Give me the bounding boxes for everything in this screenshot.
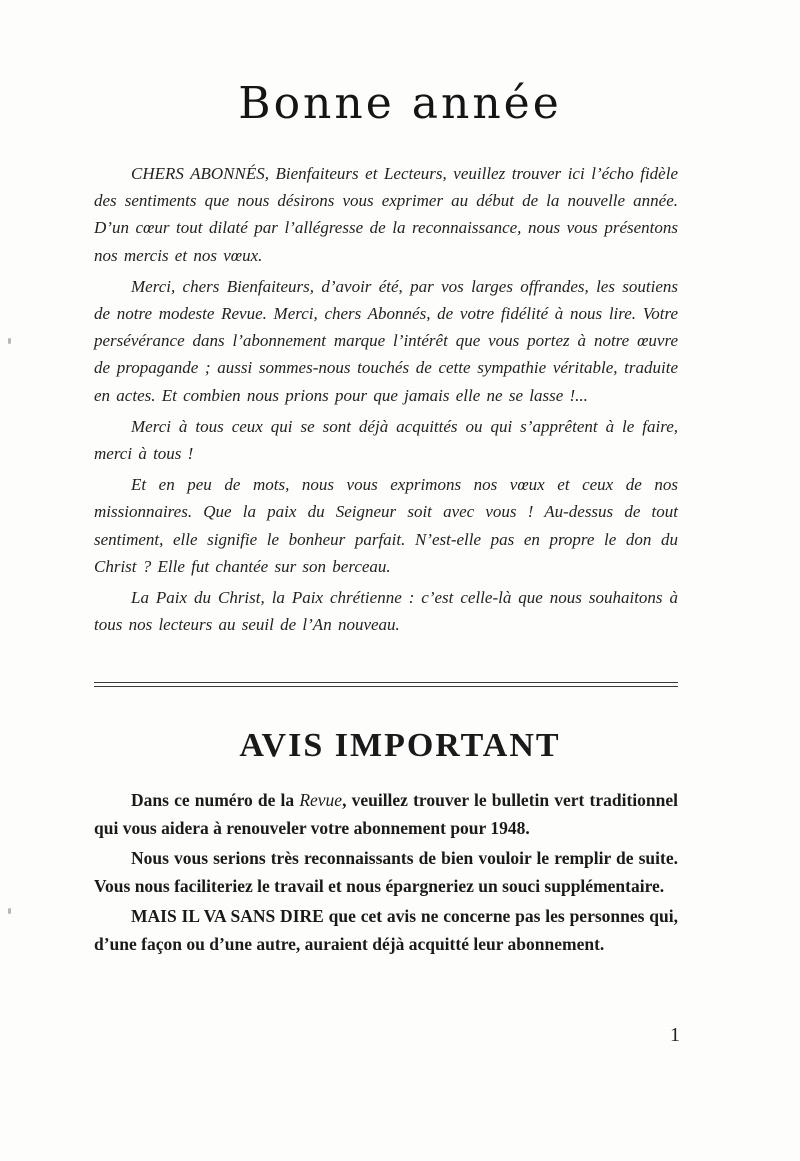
important-notice bbox=[94, 787, 678, 961]
revue-name: Revue bbox=[299, 790, 343, 810]
letter-paragraph: Merci à tous ceux qui se sont déjà acquittés ou qui s’apprêtent à le faire, merci à tous ! bbox=[94, 416, 678, 464]
notice-title: AVIS IMPORTANT bbox=[239, 727, 561, 764]
notice-paragraph: MAIS IL VA SANS DIRE que cet avis ne concerne pas les personnes qui, d’une façon ou d’une autre, auraient déjà acquitté leur abonnement. bbox=[94, 906, 678, 954]
letter-paragraph: CHERS ABONNÉS, Bienfaiteurs et Lecteurs, veuillez trouver ici l’écho fidèle des sentiments que nous désirons vous exprimer au début de la nouvelle année. D’un cœur tout dilaté par l’allégresse de la reconnaissance, nous vous présentons nos mercis et nos vœux. bbox=[94, 164, 678, 265]
notice-paragraph bbox=[94, 787, 678, 842]
section-divider-bottom-line bbox=[94, 686, 678, 687]
letter-paragraph: Merci, chers Bienfaiteurs, d’avoir été, par vos larges offrandes, les soutiens de notre modeste Revue. Merci, chers Abonnés, de votre fidélité à nous lire. Votre persévérance dans l’abonnement marque l’intérêt que vous portez à notre œuvre de propagande ; aussi sommes-nous touchés de cette sympathie véritable, traduite en actes. Et combien nous prions pour que jamais elle ne se lasse !... bbox=[94, 276, 678, 405]
letter-paragraph: La Paix du Christ, la Paix chrétienne : c’est celle-là que nous souhaitons à tous nos lecteurs au seuil de l’An nouveau. bbox=[94, 588, 678, 635]
page-title: Bonne année bbox=[238, 78, 562, 129]
section-divider-top-line bbox=[94, 682, 678, 683]
new-year-letter bbox=[94, 160, 678, 642]
letter-paragraph: Et en peu de mots, nous vous exprimons nos vœux et ceux de nos missionnaires. Que la paix du Seigneur soit avec vous ! Au-dessus de tout sentiment, elle signifie le bonheur parfait. N’est-elle pas en propre le don du Christ ? Elle fut chantée sur son berceau. bbox=[94, 475, 678, 576]
page-number: 1 bbox=[670, 1024, 680, 1046]
notice-text: , veuillez trouver le bulletin vert traditionnel qui vous aidera à renouveler votre abonnement pour 1948. bbox=[94, 790, 678, 838]
paper-speck bbox=[8, 908, 11, 914]
notice-text: Dans ce numéro de la bbox=[131, 790, 300, 810]
paper-speck bbox=[8, 338, 11, 344]
notice-paragraph: Nous vous serions très reconnaissants de bien vouloir le remplir de suite. Vous nous faciliteriez le travail et nous épargneriez un souci supplémentaire. bbox=[94, 848, 678, 896]
